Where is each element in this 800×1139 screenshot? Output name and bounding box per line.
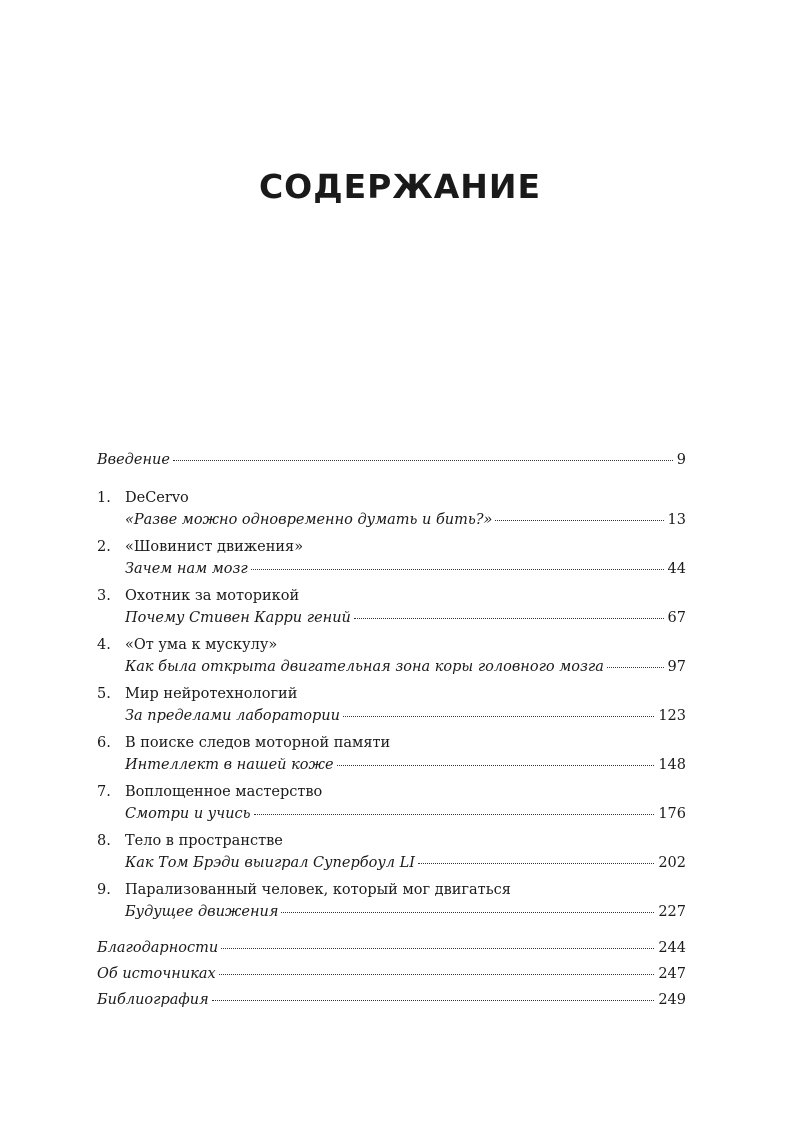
toc-page-number: 227	[658, 904, 686, 920]
toc-page-number: 148	[658, 757, 686, 773]
chapter-number: 8.	[97, 833, 111, 849]
chapter-entry[interactable]	[97, 634, 686, 678]
toc-page-number: 9	[676, 452, 686, 468]
chapter-number: 1.	[97, 490, 111, 506]
chapter-entry[interactable]	[97, 879, 686, 923]
chapter-title: В поиске следов моторной памяти	[125, 735, 391, 751]
toc-page-number: 249	[658, 992, 686, 1008]
toc-page-number: 13	[667, 512, 686, 528]
toc-entry-sources[interactable]	[97, 963, 686, 985]
chapter-number: 3.	[97, 588, 111, 604]
chapter-title: «От ума к мускулу»	[125, 637, 278, 653]
chapter-subtitle: Будущее движения	[125, 904, 279, 920]
chapter-title: Парализованный человек, который мог двигаться	[125, 882, 511, 898]
chapter-title: Мир нейротехнологий	[125, 686, 298, 702]
chapter-number: 9.	[97, 882, 111, 898]
chapter-subtitle: Почему Стивен Карри гений	[125, 610, 351, 626]
toc-entry-title: Библиография	[97, 992, 209, 1008]
chapter-entry[interactable]	[97, 536, 686, 580]
chapter-subtitle: Смотри и учись	[125, 806, 251, 822]
toc-page-number: 247	[658, 966, 686, 982]
page-title: СОДЕРЖАНИЕ	[258, 167, 542, 207]
chapter-title: Охотник за моторикой	[125, 588, 300, 604]
chapter-title: Тело в пространстве	[125, 833, 283, 849]
chapter-number: 2.	[97, 539, 111, 555]
chapter-subtitle: «Разве можно одновременно думать и бить?»	[125, 512, 493, 528]
chapter-subtitle: Как была открыта двигательная зона коры головного мозга	[125, 659, 604, 675]
toc-page-number: 123	[658, 708, 686, 724]
chapter-number: 7.	[97, 784, 111, 800]
chapter-subtitle: За пределами лаборатории	[125, 708, 340, 724]
chapter-title: Воплощенное мастерство	[125, 784, 323, 800]
chapter-entry[interactable]	[97, 781, 686, 825]
toc-entry-bibliography[interactable]	[97, 989, 686, 1011]
toc-entry-title: Введение	[97, 452, 170, 468]
table-of-contents	[97, 449, 686, 1015]
toc-page-number: 97	[667, 659, 686, 675]
chapter-number: 4.	[97, 637, 111, 653]
toc-page-number: 202	[658, 855, 686, 871]
dot-leader	[337, 765, 655, 766]
chapter-entry[interactable]	[97, 585, 686, 629]
toc-page-number: 44	[667, 561, 686, 577]
toc-page-number: 176	[658, 806, 686, 822]
toc-entry-intro[interactable]	[97, 449, 686, 471]
chapter-number: 5.	[97, 686, 111, 702]
toc-entry-title: Об источниках	[97, 966, 216, 982]
dot-leader	[281, 912, 654, 913]
chapter-entry[interactable]	[97, 683, 686, 727]
dot-leader	[495, 520, 663, 521]
dot-leader	[221, 948, 654, 949]
dot-leader	[219, 974, 655, 975]
chapter-title: «Шовинист движения»	[125, 539, 304, 555]
chapter-entry[interactable]	[97, 487, 686, 531]
chapter-number: 6.	[97, 735, 111, 751]
chapter-subtitle: Как Том Брэди выиграл Супербоул LI	[125, 855, 415, 871]
dot-leader	[251, 569, 664, 570]
dot-leader	[212, 1000, 655, 1001]
dot-leader	[343, 716, 654, 717]
toc-entry-title: Благодарности	[97, 940, 219, 956]
dot-leader	[354, 618, 664, 619]
dot-leader	[418, 863, 654, 864]
dot-leader	[173, 460, 673, 461]
toc-page-number: 244	[658, 940, 686, 956]
chapter-entry[interactable]	[97, 830, 686, 874]
chapter-title: DeCervo	[125, 490, 189, 506]
toc-page-number: 67	[667, 610, 686, 626]
chapter-subtitle: Интеллект в нашей коже	[125, 757, 334, 773]
chapter-subtitle: Зачем нам мозг	[125, 561, 248, 577]
chapter-entry[interactable]	[97, 732, 686, 776]
toc-entry-acknowledgements[interactable]	[97, 937, 686, 959]
dot-leader	[607, 667, 664, 668]
dot-leader	[254, 814, 655, 815]
